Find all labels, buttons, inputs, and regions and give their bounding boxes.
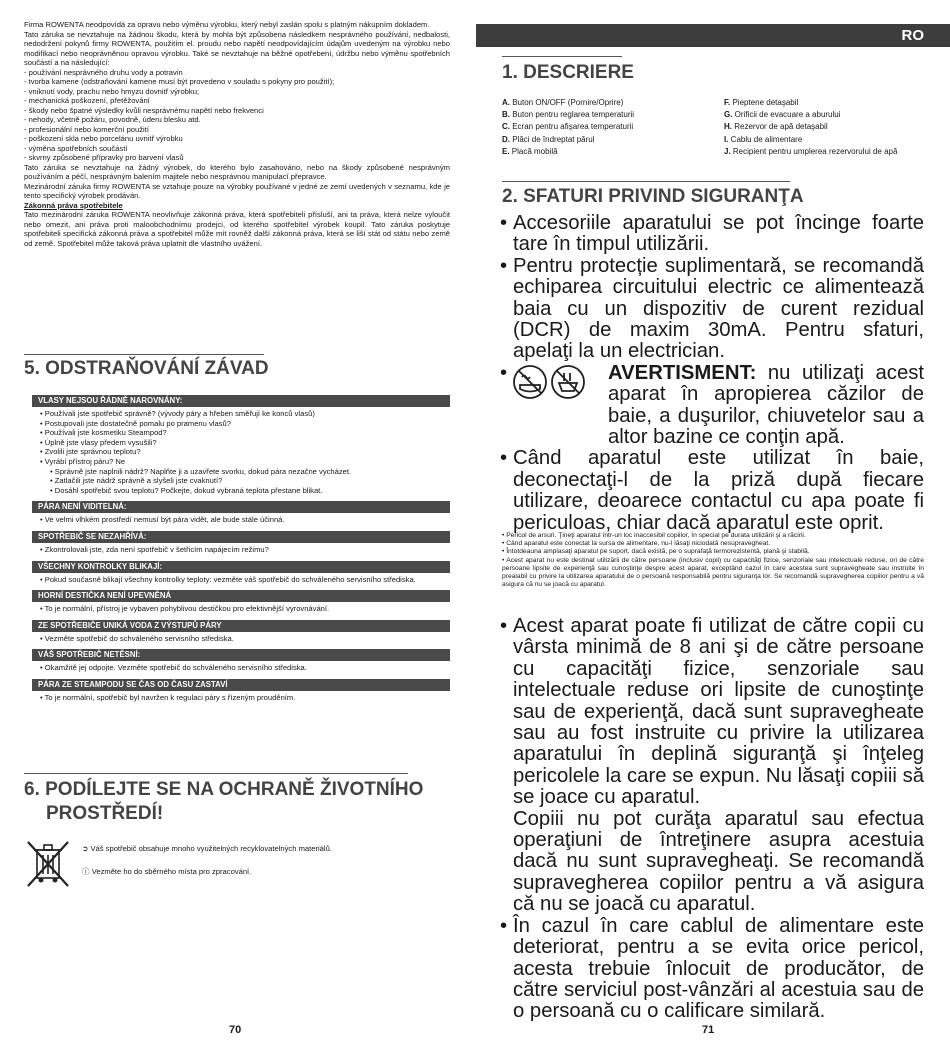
troubleshooting-header: VLASY NEJSOU ŘÁDNĚ NAROVNÁNY:	[32, 395, 450, 407]
description-item-letter: J.	[724, 146, 731, 156]
warranty-paragraph: - vniknutí vody, prachu nebo hmyzu dovnitř výrobku;	[24, 86, 200, 96]
env-collection-line: ⓘ Vezměte ho do sběrného místa pro zpracování.	[82, 867, 252, 876]
troubleshooting-header: PÁRA ZE STEAMPODU SE ČAS OD ČASU ZASTAVÍ	[32, 679, 450, 691]
description-item	[724, 134, 897, 146]
section5-title: 5. ODSTRAŇOVÁNÍ ZÁVAD	[24, 358, 269, 379]
warranty-paragraph: - poškození skla nebo porcelánu uvnitř výrobku	[24, 134, 183, 143]
warranty-paragraph: Mezinárodní záruka firmy ROWENTA se vztahuje pouze na výrobky používané v jedné ze zemí uvedených v seznamu, kde je tento specifický výrobek prodáván.	[24, 181, 450, 200]
troubleshooting-line: • To je normální, přístroj je vybaven pohyblivou destičkou pro efektivnější vyrovnávání.	[40, 604, 330, 614]
troubleshooting-block	[32, 620, 450, 644]
troubleshooting-line: • Dosáhl spotřebič svou teplotu? Počkejte, dokud vybraná teplota přestane blikat.	[50, 485, 323, 495]
troubleshooting-line: • Zkontrolovali jste, zda není spotřebič v šetřicím napájecím režimu?	[40, 544, 269, 554]
troubleshooting-line: • Postupovali jste dostatečně pomalu po pramenu vlasů?	[40, 418, 231, 428]
safety-item-children: • Acest aparat poate fi utilizat de către copii cu vârsta minimă de 8 ani şi de către persoane cu capacităţi fizice, senzoriale sau intelectuale reduse ori lipsite de cunoştinţe sau de experienţă, dacă sunt supravegheate sau au fost instruite cu privire la utilizarea aparatului în deplină siguranţă şi înţeleg pericolele la care se expun. Nu lăsaţi copiii să se joace cu aparatul.	[502, 616, 924, 809]
small-print-line: • Pericol de arsuri. Ţineţi aparatul într-un loc inaccesibil copiilor, în special pe durata utilizării şi a răcirii.	[502, 532, 806, 539]
troubleshooting-block	[32, 395, 450, 495]
language-bar	[476, 24, 950, 47]
description-item	[502, 134, 634, 146]
warranty-paragraph: - skvrny způsobené přípravky pro barvení vlasů	[24, 153, 184, 162]
safety-item-hot-accessories: • Accesoriile aparatului se pot încinge foarte tare în timpul utilizării.	[502, 213, 924, 256]
warranty-paragraph: - používání nesprávného druhu vody a potravin	[24, 67, 183, 77]
troubleshooting-line: • Ve velmi vlhkém prostředí nemusí být pára vidět, ale bude stále účinná.	[40, 515, 285, 525]
warranty-paragraph: - tvorba kamene (odstraňování kamene musí být provedeno v souladu s pokyny pro použití);	[24, 77, 335, 86]
section6-title	[24, 778, 423, 826]
troubleshooting-header: VŠECHNY KONTROLKY BLIKAJÍ:	[32, 561, 450, 573]
warning-text: nu utilizaţi acest aparat în apropierea căzilor de baie, a duşurilor, chiuvetelor sau a altor bazine ce conţin apă.	[608, 361, 924, 449]
warranty-paragraph: - nehody, včetně požáru, povodně, úderu blesku atd.	[24, 115, 201, 124]
safety-item-warning	[502, 363, 924, 449]
troubleshooting-header: VÁŠ SPOTŘEBIČ NETĚSNÍ:	[32, 649, 450, 661]
description-item-letter: B.	[502, 110, 510, 120]
description-item	[724, 121, 897, 133]
description-item-label: Buton pentru reglarea temperaturii	[510, 110, 635, 120]
warranty-paragraph: Firma ROWENTA neodpovídá za opravu nebo výměnu výrobku, který nebyl zaslán spolu s platným nákupním dokladem.	[24, 20, 430, 29]
troubleshooting-line: • Používali jste spotřebič správně? (vývody páry a hřeben směřují ke konců vlasů)	[40, 409, 315, 418]
troubleshooting-line: • Úplně jste vlasy předem vysušili?	[40, 437, 157, 447]
section2-rule	[502, 181, 790, 182]
troubleshooting-header: ZE SPOTŘEBIČE UNIKÁ VODA Z VÝSTUPŮ PÁRY	[32, 620, 450, 632]
troubleshooting-line: • Pokud současně blikají všechny kontrolky teploty: vezměte váš spotřebič do schváleného servisního střediska.	[40, 574, 416, 584]
safety-item-rcd: • Pentru protecție suplimentară, se recomandă echiparea circuitului electric ce alimentează baia cu un dispozitiv de curent rezidual (DCR) de maxim 30mA. Pentru sfaturi, apelaţi la un electrician.	[502, 256, 924, 363]
troubleshooting-line: • Vezměte spotřebič do schváleného servisního střediska.	[40, 633, 234, 643]
small-print-line: • Acest aparat nu este destinat utilizării de către persoane (inclusiv copii) cu capacităţi fizice, senzoriale sau intelectuale reduse, ori de către persoane lipsite de experienţă sau cunoştinţe despre acest aparat, exceptând cazul în care acestea sunt supravegheate sau instruite în prealabil cu privire la utilizarea aparatului de o persoană responsabilă pentru siguranţa lor. Se recomandă supravegherea copiilor pentru a vă asigura că nu se joacă cu aparatul.	[502, 556, 924, 589]
small-print-line: • Întotdeauna amplasaţi aparatul pe suport, dacă există, pe o suprafaţă termorezistentă, plană şi stabilă.	[502, 548, 810, 556]
warranty-paragraph: - výměna spotřebních součástí	[24, 143, 128, 153]
page-number-left: 70	[229, 1024, 242, 1036]
description-item	[724, 109, 897, 121]
description-item-letter: A.	[502, 98, 510, 107]
env-recycle-line: ➲ Váš spotřebič obsahuje mnoho využitelných recyklovatelných materiálů.	[82, 844, 332, 853]
description-item-letter: D.	[502, 134, 510, 144]
right-page	[476, 0, 950, 1048]
troubleshooting-block	[32, 501, 450, 525]
description-item-letter: G.	[724, 110, 733, 120]
troubleshooting-header: PÁRA NENÍ VIDITELNÁ:	[32, 501, 450, 513]
troubleshooting-line: • Okamžitě jej odpojte. Vezměte spotřebič do schváleného servisního střediska.	[40, 663, 307, 673]
warranty-paragraph: - profesionální nebo komerční použití	[24, 124, 149, 134]
troubleshooting-block	[32, 531, 450, 555]
description-item-label: Cablu de alimentare	[728, 134, 803, 144]
section1-title: 1. DESCRIERE	[502, 62, 634, 83]
language-code: RO	[901, 27, 924, 44]
description-item	[502, 146, 634, 158]
description-item-label: Plăci de îndreptat părul	[510, 134, 595, 144]
weee-crossed-bin-icon	[26, 838, 70, 890]
safety-block-1	[502, 213, 924, 534]
no-bath-water-icon	[512, 363, 588, 401]
troubleshooting-header: HORNÍ DESTIČKA NENÍ UPEVNĚNÁ	[32, 590, 450, 602]
troubleshooting-line: • Vyrábí přístroj páru? Ne	[40, 456, 126, 466]
warranty-paragraph: - mechanická poškození, přetěžování	[24, 96, 150, 105]
safety-block-2	[502, 616, 924, 1023]
section6-title-line1: 6. PODÍLEJTE SE NA OCHRANĚ ŽIVOTNÍHO	[24, 779, 424, 800]
safety-small-print	[502, 532, 924, 589]
small-print-line: • Când aparatul este conectat la sursa de alimentare, nu-l lăsaţi niciodată nesupravegheat.	[502, 540, 771, 548]
section1-rule	[502, 56, 622, 57]
description-item-label: Placă mobilă	[509, 146, 558, 156]
safety-item-bath-unplug: • Când aparatul este utilizat în baie, deconectaţi-l de la priză după fiecare utilizare, deoarece contactul cu apa poate fi periculoas, chiar dacă aparatul este oprit.	[502, 448, 924, 534]
troubleshooting-block	[32, 590, 450, 614]
warning-label: AVERTISMENT:	[608, 361, 757, 384]
description-item	[724, 146, 897, 158]
safety-item-damaged-cord: • În cazul în care cablul de alimentare este deteriorat, pentru a se evita orice pericol, acesta trebuie înlocuit de producător, de către serviciul post-vânzări al acestuia sau de o persoană cu o calificare similară.	[502, 916, 924, 1023]
description-item-label: Ecran pentru afişarea temperaturii	[510, 122, 634, 132]
safety-item-children-cleaning: Copiii nu pot curăţa aparatul sau efectua operaţiuni de întreţinere asupra acestuia dacă nu sunt supravegheaţi. Se recomandă supravegherea copiilor pentru a vă asigura că nu se joacă cu aparatul.	[513, 807, 924, 916]
description-list-left	[502, 97, 634, 158]
description-item-letter: F.	[724, 98, 731, 107]
section2-title: 2. SFATURI PRIVIND SIGURANŢA	[502, 186, 804, 207]
troubleshooting-line: • Používali jste kosmetiku Steampod?	[40, 428, 167, 438]
warranty-text	[24, 20, 450, 248]
description-list-right	[724, 97, 897, 158]
warranty-paragraph: Tato záruka se nevztahuje na žádný výrobek, do kterého bylo zasahováno, nebo na škody způsobené nesprávným používáním a péčí, nesprávným balením majitele nebo nesprávnou manipulací přepravce.	[24, 162, 450, 181]
troubleshooting-header: SPOTŘEBIČ SE NEZAHŘÍVÁ:	[32, 531, 450, 543]
description-item	[502, 97, 634, 109]
warranty-paragraph: - škody nebo špatné výsledky kvůli nesprávnému napětí nebo frekvenci	[24, 105, 264, 115]
section6-rule	[24, 773, 408, 774]
troubleshooting-list	[32, 395, 450, 709]
warranty-paragraph: Tato záruka se nevztahuje na žádnou škodu, která by mohla být způsobena následkem nesprávného používání, nedbalosti, nedodržení pokynů firmy ROWENTA, použitím el. proudu nebo napětí neodpovídajícím údajům uvedeným na výrobku nebo modifikací nebo neoprávněnou opravou výrobku. Také se nevztahuje na běžné opotřebení, údržbu nebo výměnu spotřebních součástí a na následující:	[24, 29, 450, 67]
description-item-letter: E.	[502, 146, 510, 156]
description-item-label: Orificii de evacuare a aburului	[732, 110, 841, 120]
description-item-label: Recipient pentru umplerea rezervorului de apă	[730, 146, 898, 156]
troubleshooting-line: • Správně jste naplnili nádrž? Naplňte ji a uzavřete svorku, dokud pára nezačne vycházet.	[50, 466, 352, 476]
troubleshooting-block	[32, 561, 450, 585]
description-item-letter: I.	[724, 134, 729, 144]
legal-rights-text: Tato mezinárodní záruka ROWENTA neovlivňuje zákonná práva, která spotřebiteli přísluší, ani ta práva, která nelze vyloučit nebo omezit, ani práva proti maloobchodnímu prodejci, od kterého spotřebitel výrobek koupil. Tato záruka poskytuje spotřebiteli specifická zákonná práva a spotřebitel může mít rovněž další zákonná práva, která se liší stát od státu nebo země od země. Spotřebitel může taková práva uplatnit dle vlastního uvážení.	[24, 210, 450, 248]
troubleshooting-line: • To je normální, spotřebič byl navržen k regulaci páry s řízeným prouděním.	[40, 692, 296, 702]
description-item-label: Buton ON/OFF (Pornire/Oprire)	[510, 98, 624, 107]
description-item-letter: C.	[502, 122, 510, 132]
troubleshooting-line: • Zatlačili jste nádrž správně a slyšeli jste cvaknutí?	[50, 476, 223, 486]
description-item	[724, 97, 897, 109]
description-item-label: Pieptene detaşabil	[730, 98, 799, 107]
page-number-right: 71	[702, 1024, 715, 1036]
section6-title-line2: PROSTŘEDÍ!	[46, 803, 164, 824]
description-item	[502, 121, 634, 133]
troubleshooting-block	[32, 649, 450, 673]
troubleshooting-line: • Zvolili jste správnou teplotu?	[40, 447, 141, 457]
section5-rule	[24, 354, 264, 355]
description-item-letter: H.	[724, 122, 732, 132]
description-item	[502, 109, 634, 121]
troubleshooting-block	[32, 679, 450, 703]
legal-rights-title: Zákonná práva spotřebitele	[24, 200, 123, 210]
left-page	[24, 0, 450, 1048]
description-item-label: Rezervor de apă detaşabil	[732, 122, 828, 132]
